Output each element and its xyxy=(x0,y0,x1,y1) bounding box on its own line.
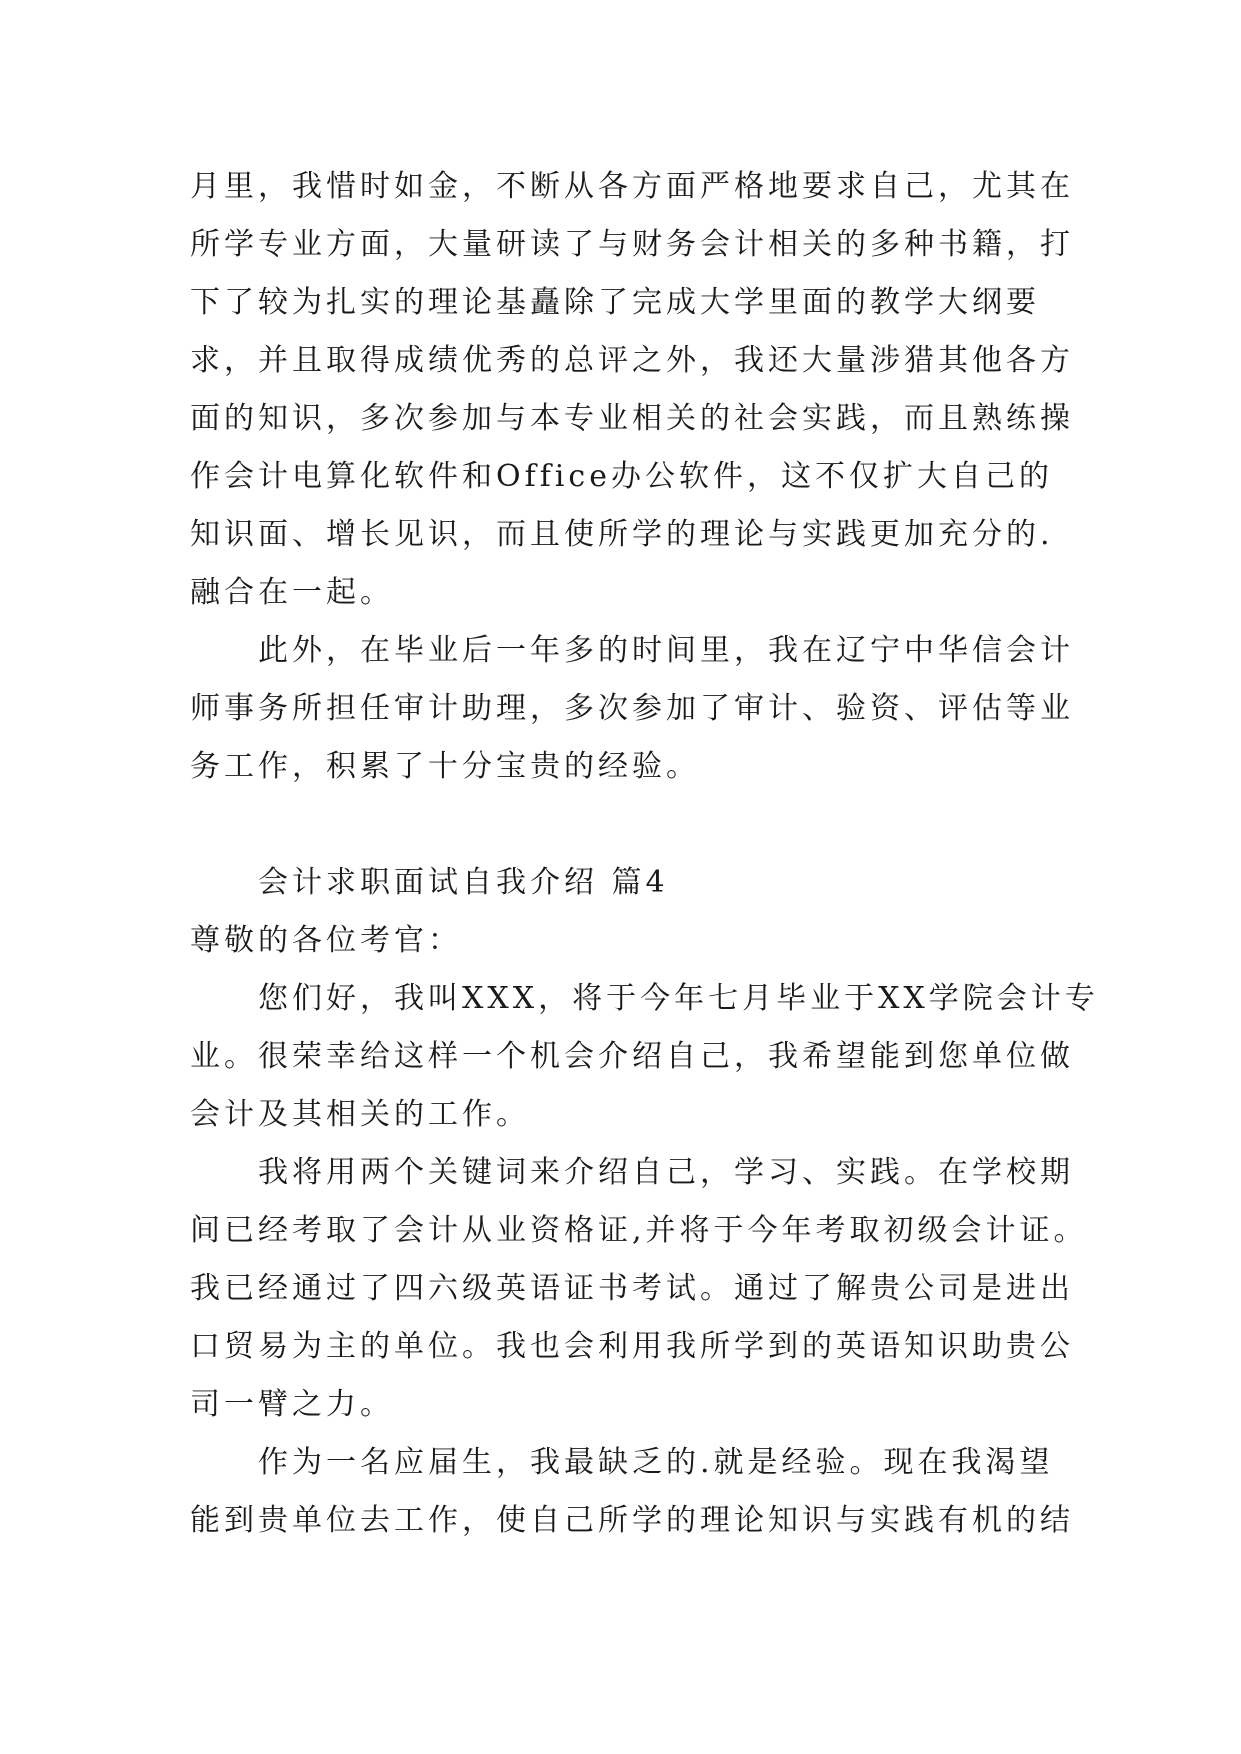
paragraph-1 xyxy=(190,158,1074,622)
text-line: 求，并且取得成绩优秀的总评之外，我还大量涉猎其他各方 xyxy=(190,343,1074,378)
text-line: 能到贵单位去工作，使自己所学的理论知识与实践有机的结 xyxy=(190,1503,1074,1538)
text-line: 作为一名应届生，我最缺乏的.就是经验。现在我渴望 xyxy=(258,1445,1054,1480)
text-line: 下了较为扎实的理论基矗除了完成大学里面的教学大纲要 xyxy=(190,285,1040,320)
paragraph-4 xyxy=(190,1144,1088,1434)
text-line: 所学专业方面，大量研读了与财务会计相关的多种书籍，打 xyxy=(190,227,1074,262)
document-body xyxy=(190,158,1099,1550)
text-line: 间已经考取了会计从业资格证,并将于今年考取初级会计证。 xyxy=(190,1213,1088,1248)
text-line: 此外，在毕业后一年多的时间里，我在辽宁中华信会计 xyxy=(258,633,1074,668)
text-line: 面的知识，多次参加与本专业相关的社会实践，而且熟练操 xyxy=(190,401,1074,436)
text-line: 务工作，积累了十分宝贵的经验。 xyxy=(190,749,700,784)
text-line: 知识面、增长见识，而且使所学的理论与实践更加充分的. xyxy=(190,517,1054,552)
section-title: 会计求职面试自我介绍 篇4 xyxy=(258,865,669,900)
text-line: 司一臂之力。 xyxy=(190,1387,394,1422)
text-line: 会计及其相关的工作。 xyxy=(190,1097,530,1132)
salutation: 尊敬的各位考官： xyxy=(190,923,462,958)
text-line: 月里，我惜时如金，不断从各方面严格地要求自己，尤其在 xyxy=(190,169,1074,204)
text-line: 融合在一起。 xyxy=(190,575,394,610)
text-line: 您们好，我叫XXX，将于今年七月毕业于XX学院会计专 xyxy=(258,981,1099,1016)
text-line: 作会计电算化软件和Office办公软件，这不仅扩大自己的 xyxy=(190,459,1053,494)
text-line: 师事务所担任审计助理，多次参加了审计、验资、评估等业 xyxy=(190,691,1074,726)
text-line: 业。很荣幸给这样一个机会介绍自己，我希望能到您单位做 xyxy=(190,1039,1074,1074)
text-line: 我将用两个关键词来介绍自己，学习、实践。在学校期 xyxy=(258,1155,1074,1190)
paragraph-5 xyxy=(190,1434,1074,1550)
text-line: 口贸易为主的单位。我也会利用我所学到的英语知识助贵公 xyxy=(190,1329,1074,1364)
paragraph-3 xyxy=(190,970,1099,1144)
paragraph-2 xyxy=(190,622,1074,796)
text-line: 我已经通过了四六级英语证书考试。通过了解贵公司是进出 xyxy=(190,1271,1074,1306)
